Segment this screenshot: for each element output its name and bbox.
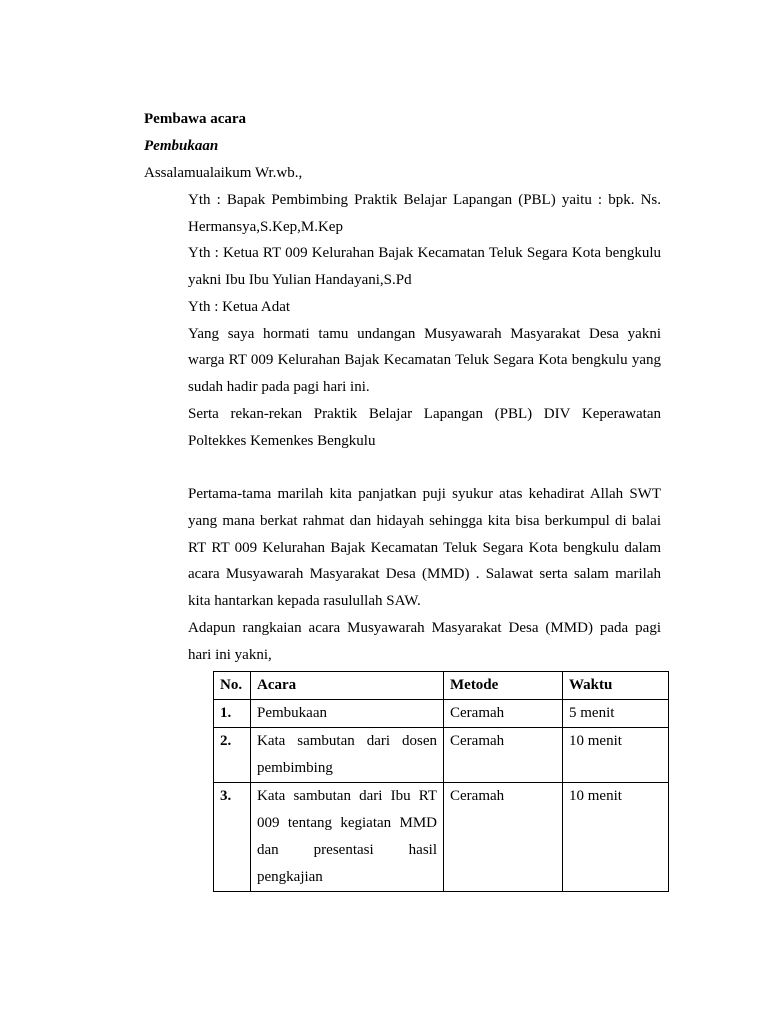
row-acara-line: Kata sambutan dari dosen [257,733,437,749]
addressee-line-6: Yang saya hormati tamu undangan Musyawarah Masyarakat Desa yakni [188,326,661,342]
header-no: No. [214,672,251,700]
paragraph1-line-4: acara Musyawarah Masyarakat Desa (MMD) . Salawat serta salam marilah [188,566,661,582]
addressee-line-2: Hermansya,S.Kep,M.Kep [188,219,343,235]
row-metode: Ceramah [444,700,563,728]
paragraph2-line-1: Adapun rangkaian acara Musyawarah Masyarakat Desa (MMD) pada pagi [188,620,661,636]
paragraph1-line-5: kita hantarkan kepada rasulullah SAW. [188,593,421,609]
addressee-line-3: Yth : Ketua RT 009 Kelurahan Bajak Kecamatan Teluk Segara Kota bengkulu [188,245,661,261]
addressee-line-4: yakni Ibu Ibu Yulian Handayani,S.Pd [188,272,412,288]
header-waktu: Waktu [563,672,669,700]
row-acara-line: Kata sambutan dari Ibu RT [257,788,437,804]
paragraph1-line-1: Pertama-tama marilah kita panjatkan puji syukur atas kehadirat Allah SWT [188,486,661,502]
addressee-line-7: warga RT 009 Kelurahan Bajak Kecamatan Teluk Segara Kota bengkulu yang [188,352,661,368]
heading: Pembawa acara [144,111,247,127]
header-metode: Metode [444,672,563,700]
row-no: 3. [214,783,251,892]
addressee-line-8: sudah hadir pada pagi hari ini. [188,379,370,395]
row-waktu: 10 menit [563,728,669,783]
addressee-line-10: Poltekkes Kemenkes Bengkulu [188,433,376,449]
row-acara [251,728,444,783]
row-no: 2. [214,728,251,783]
row-metode: Ceramah [444,728,563,783]
row-waktu: 5 menit [563,700,669,728]
row-acara-line: 009 tentang kegiatan MMD [257,815,437,831]
row-waktu: 10 menit [563,783,669,892]
addressee-line-9: Serta rekan-rekan Praktik Belajar Lapangan (PBL) DIV Keperawatan [188,406,661,422]
subheading: Pembukaan [144,138,219,154]
paragraph1-line-2: yang mana berkat rahmat dan hidayah sehingga kita bisa berkumpul di balai [188,513,661,529]
paragraph1-line-3: RT RT 009 Kelurahan Bajak Kecamatan Teluk Segara Kota bengkulu dalam [188,540,661,556]
addressee-line-1: Yth : Bapak Pembimbing Praktik Belajar Lapangan (PBL) yaitu : bpk. Ns. [188,192,661,208]
agenda-table [213,671,669,892]
table-row [214,728,669,783]
row-acara-line: pengkajian [257,869,323,885]
greeting: Assalamualaikum Wr.wb., [144,165,303,181]
row-acara-line: pembimbing [257,760,333,776]
row-acara-line: dan presentasi hasil [257,842,437,858]
header-acara: Acara [251,672,444,700]
table-row [214,783,669,892]
row-acara [251,783,444,892]
table-header-row [214,672,669,700]
row-no: 1. [214,700,251,728]
table-row [214,700,669,728]
paragraph2-line-2: hari ini yakni, [188,647,272,663]
addressee-line-5: Yth : Ketua Adat [188,299,291,315]
row-acara: Pembukaan [251,700,444,728]
row-metode: Ceramah [444,783,563,892]
